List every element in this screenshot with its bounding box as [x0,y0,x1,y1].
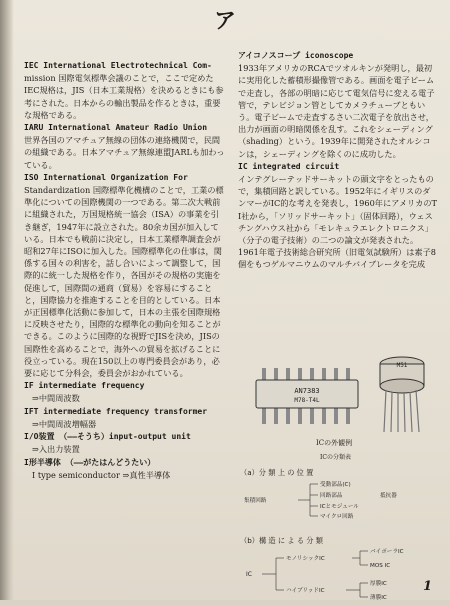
section-b-title: （b）構 造 に よ る 分 類 [240,536,323,545]
entry-ic [238,161,438,271]
entry-i-type [24,457,226,481]
entry-head: ISO International Organization For [24,172,188,182]
entry-body: 世界各国のアマチュア無線の団体の連絡機関で，民間の組織である。日本アマチュア無線連盟JARLも加わっている。 [24,135,225,170]
tree-b-root: IC [246,571,252,578]
page-number: 1 [422,579,432,594]
tree-b-node: 厚膜IC [370,581,387,587]
entry-body: Standardization 国際標準化機構のことで，工業の標準化についての国際機関の一つである。第二次大戦前に組織された，万国規格統一協会（ISA）の事業を引き継ぎ，1947年に設立された。80余カ国が加入している。日本でも戦前に決定し，日本工業標準調査会が昭和27年にISOに加入した。国際標準化の仕事は，関係する国々の利害を，話し合いによって調整して，国際的に統一した規格を作り，各国がその規格の実施を促進して，国際間の通商（貿易）を容易にすることと，国際協力を推進することを目的としている。日本が正国標準化活動に参加して，日本の主張を国際規格に反映させたり，国際的な標準化の動向を知ることができる。このように国際的な視野でJISを決め，JISの国際性を高めることで，海外への貿易を拡げることに役立っている。現在150以上の専門委員会があり，必要に応じて分科会，委員会がおかれている。 [24,185,224,379]
entry-head: IARU International Amateur Radio Union [24,123,208,133]
classification-diagram [240,462,436,606]
tree-b-node: MOS IC [370,563,391,569]
tree-b-node: 薄膜IC [370,595,387,601]
entry-body: mission 国際電気標準会議のことで，ここで定めたIEC規格は，JIS（日本工業規格）を決めるときにも参考にされた。日本からの輸出製品を作るときは，重要な規格である。 [24,73,224,120]
entry-body: ⇒中間周波数 [32,393,80,404]
svg-text:M78-T4L: M78-T4L [294,397,320,404]
entry-iso [24,172,226,379]
tree-b-diagram [240,546,436,602]
tree-a-node: 受動部品(C) [320,482,351,488]
entry-head: アイコノスコープ iconoscope [238,51,354,60]
svg-text:AN7383: AN7383 [294,387,320,395]
entry-head: I形半導体 （——がたはんどうたい） [24,457,156,467]
tree-a-node: 回路部品 [320,493,343,499]
entry-head: IC integrated circuit [238,161,340,171]
tree-a-diagram [240,478,436,522]
entry-body: インテグレーテッドサーキットの頭文字をとったもので，集積回路と訳している。1952年にイギリスのダンマーがIC的な考えを発表し，1960年にアメリカのT I社から，「ソリッドサーキット」（固体回路），ウェスチングハウス社から「モレキュラエレクトロニクス」（分子の電子技術）の二つの論文が発表された。1961年電子技術総合研究所（旧電気試験所）は素子8個をもつゲルマニウムのマルチバイブレータを完成 [238,174,437,270]
entry-iaru [24,122,226,171]
ic-figure [240,350,436,601]
entry-iconoscope [238,50,438,160]
entry-body: ⇒入出力装置 [32,444,80,455]
tree-b-node: モノリシックIC [286,556,325,562]
tree-a-node: マイクロ回路 [320,514,354,520]
right-column [238,50,438,272]
page-gutter-shadow [0,0,14,600]
svg-text:M51: M51 [396,362,408,369]
tree-b-node: バイポーラIC [370,549,404,555]
entry-body: ⇒中間周波増幅器 [32,418,97,429]
ic-photos [240,350,436,450]
entry-head: I/O装置 （——そうち）input-output unit [24,432,191,442]
entry-body: 1933年アメリカのRCAでツオルキンが発明し，最初に実用化した蓄積形撮像管である。画面を電子ビームで走査し，各部の明暗に応じて電気信号に変える電子管で，テレビジョン管としてカメラチューブともいう。電子ビームで走査するさい二次電子を放出させ，出力が画面の明暗関係を乱す。これをシェーディング（shading）という。1939年に開発されたオルシコンは，シェーディングを除くのに成功した。 [238,63,435,159]
entry-head: IFT intermediate frequency transformer [24,406,208,416]
entry-body: I type semiconductor ⇒真性半導体 [32,469,171,480]
classification-caption: ICの分類表 [320,454,351,461]
entry-ift [24,406,226,430]
tree-b-node: ハイブリッドIC [286,588,325,594]
entry-head: IF intermediate frequency [24,381,145,391]
dip-ic-illustration [254,368,360,424]
tree-a-root: 集積回路 [244,498,267,504]
entry-iec [24,60,226,121]
section-a-title: （a）分 類 上 の 位 置 [240,468,314,477]
section-header-kana: ア [213,9,236,34]
tree-a-node: ICとモジュール [320,504,359,510]
entry-head: IEC International Electrotechnical Com- [24,61,212,70]
ic-photo-caption: ICの外観例 [316,439,353,447]
left-column [24,60,226,482]
can-ic-illustration [376,354,428,434]
tree-a-node: 抵抗器 [380,493,397,499]
entry-io-unit [24,431,226,455]
entry-if [24,380,226,404]
